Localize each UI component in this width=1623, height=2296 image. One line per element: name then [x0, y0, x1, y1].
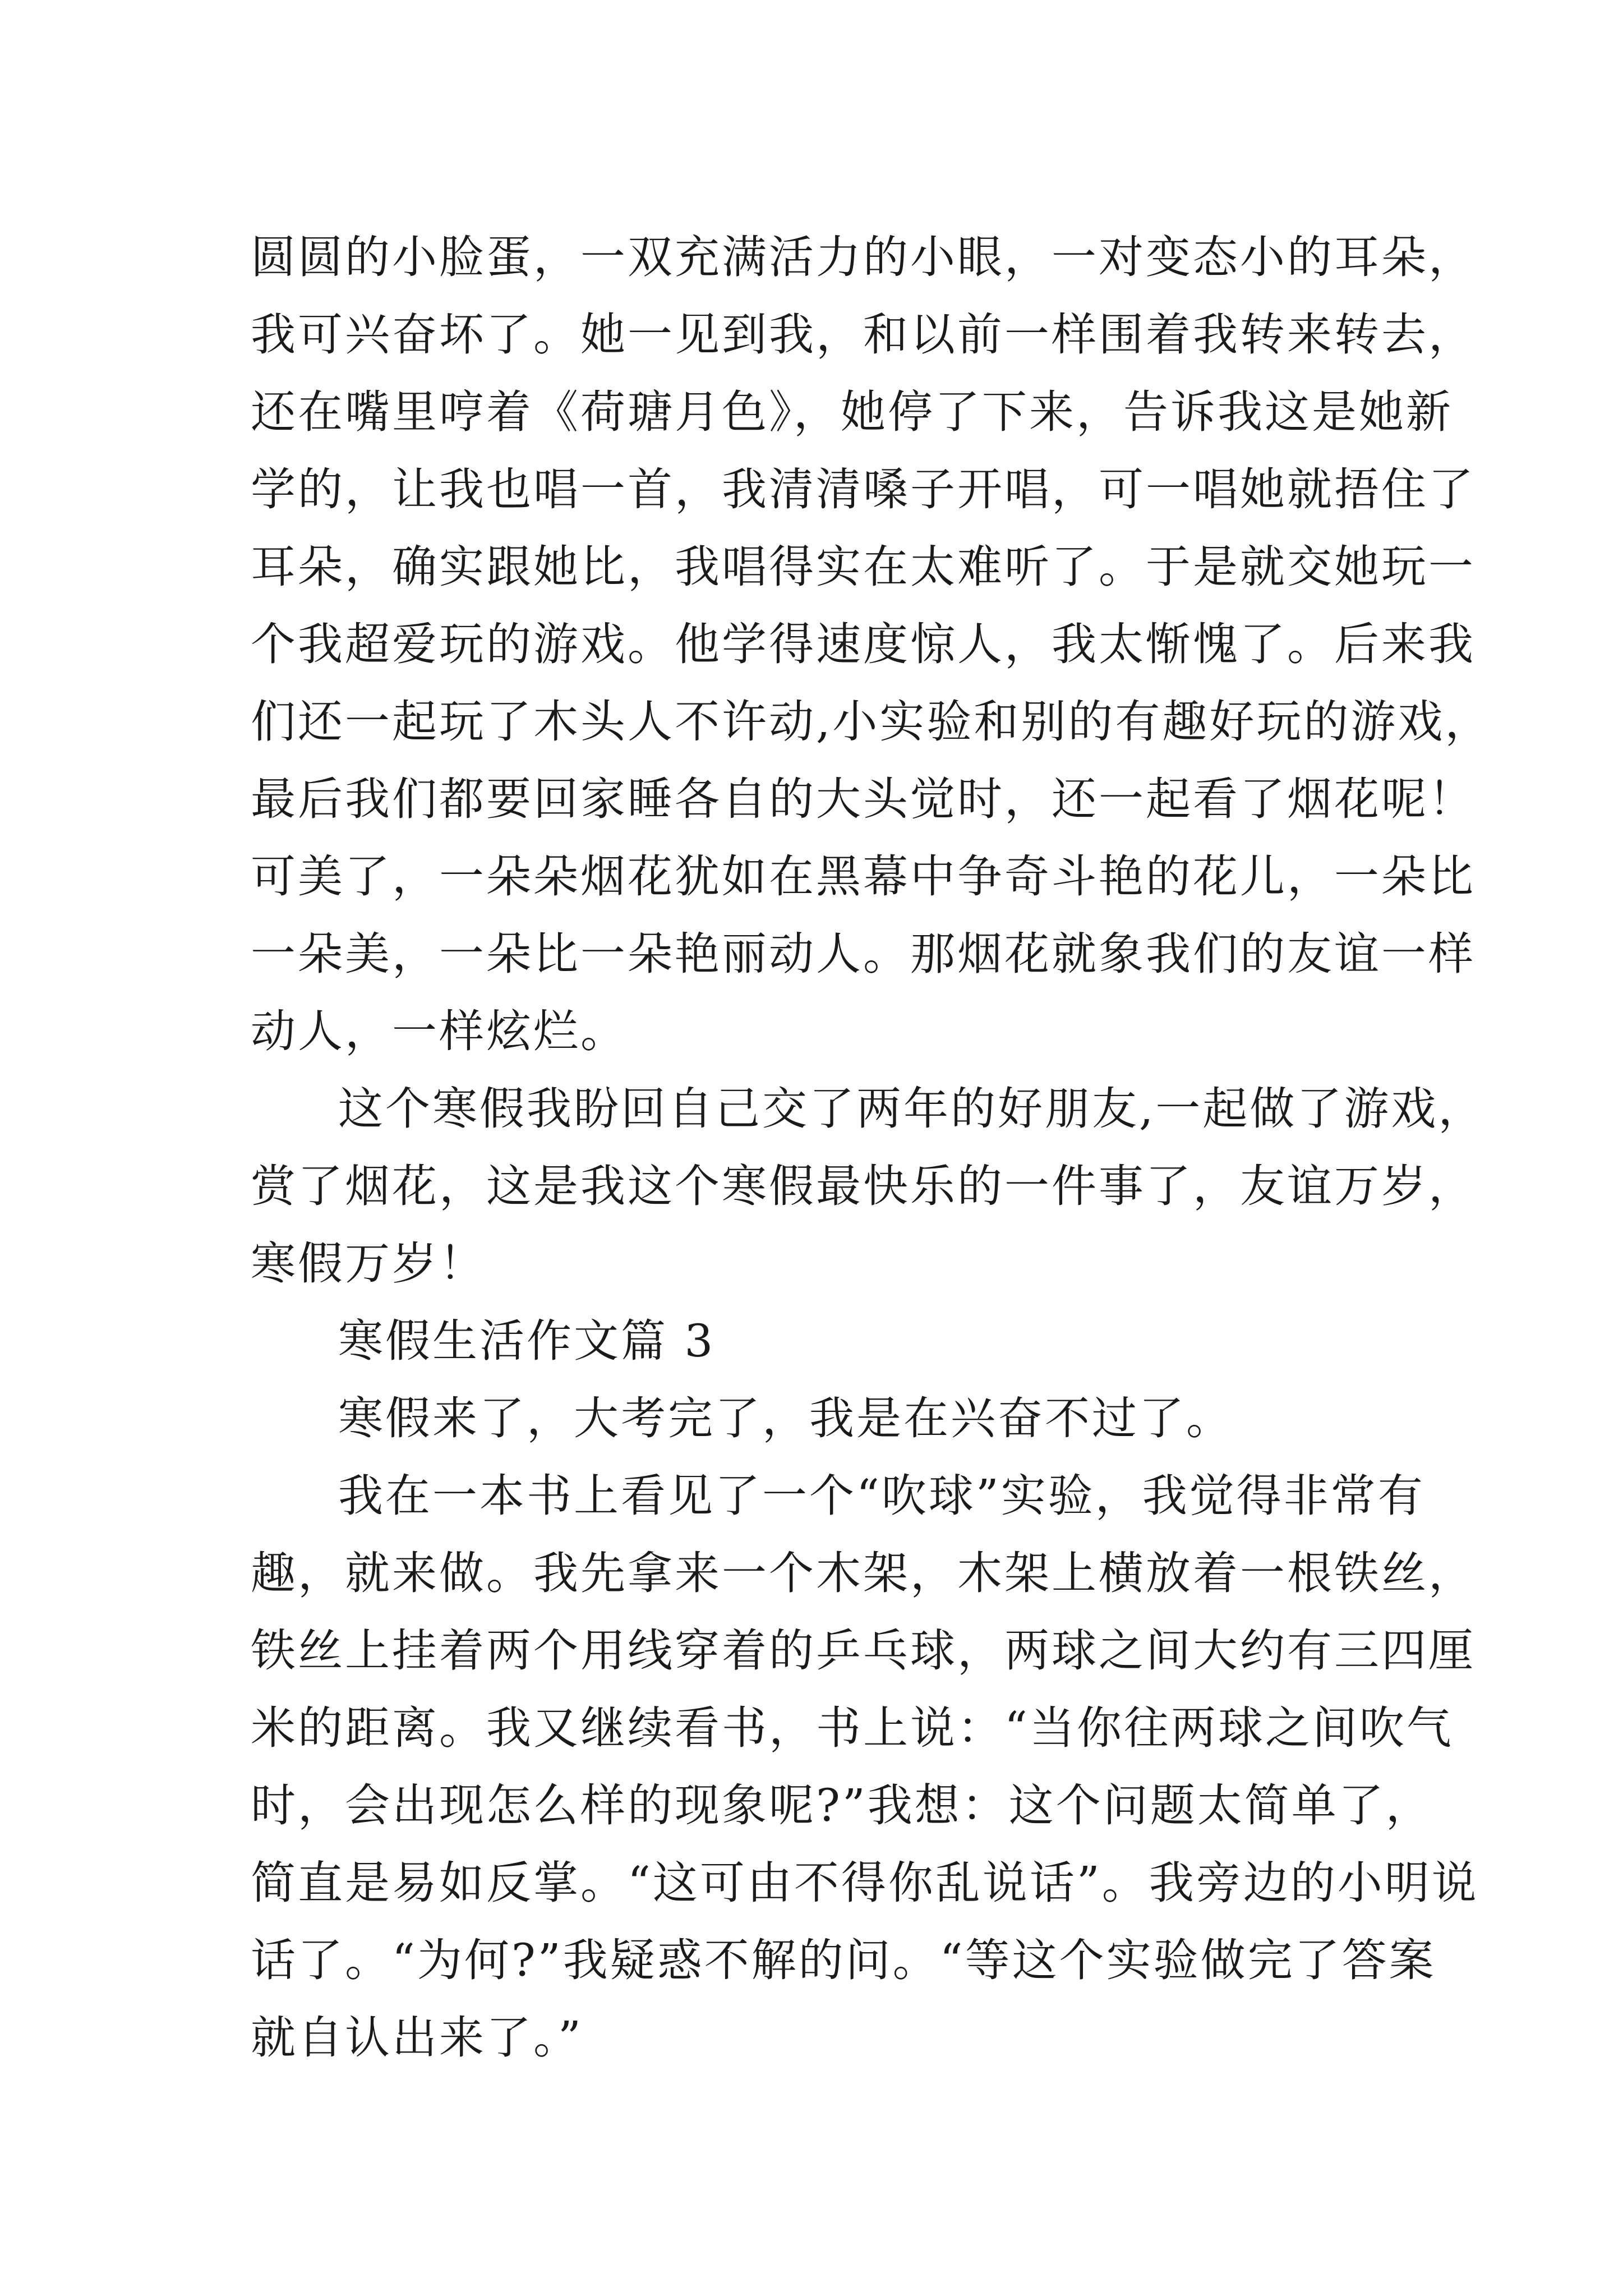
text-line: 们还一起玩了木头人不许动,小实验和别的有趣好玩的游戏，	[251, 696, 1492, 748]
paragraph-start: 寒假来了，大考完了，我是在兴奋不过了。	[338, 1392, 1233, 1444]
paragraph-start: 我在一本书上看见了一个“吹球”实验，我觉得非常有	[338, 1470, 1425, 1522]
text-line: 最后我们都要回家睡各自的大头觉时，还一起看了烟花呢！	[251, 773, 1476, 825]
text-line: 赏了烟花，这是我这个寒假最快乐的一件事了，友谊万岁，	[251, 1160, 1476, 1212]
text-line: 耳朵，确实跟她比，我唱得实在太难听了。于是就交她玩一	[251, 541, 1476, 593]
text-line: 就自认出来了。”	[251, 2012, 583, 2064]
text-line: 学的，让我也唱一首，我清清嗓子开唱，可一唱她就捂住了	[251, 463, 1476, 516]
text-line: 圆圆的小脸蛋，一双充满活力的小眼，一对变态小的耳朵，	[251, 231, 1476, 283]
text-line: 铁丝上挂着两个用线穿着的乒乓球，两球之间大约有三四厘	[251, 1625, 1476, 1677]
section-heading: 寒假生活作文篇 3	[338, 1315, 716, 1367]
text-line: 我可兴奋坏了。她一见到我，和以前一样围着我转来转去，	[251, 309, 1476, 361]
text-line: 个我超爱玩的游戏。他学得速度惊人，我太惭愧了。后来我	[251, 618, 1476, 670]
text-line: 简直是易如反掌。“这可由不得你乱说话”。我旁边的小明说	[251, 1857, 1479, 1909]
paragraph-start: 这个寒假我盼回自己交了两年的好朋友,一起做了游戏，	[338, 1083, 1486, 1135]
text-line: 动人，一样炫烂。	[251, 1005, 628, 1057]
text-line: 米的距离。我又继续看书，书上说：“当你往两球之间吹气	[251, 1702, 1454, 1754]
document-body	[251, 219, 1492, 2077]
text-line: 一朵美，一朵比一朵艳丽动人。那烟花就象我们的友谊一样	[251, 928, 1476, 980]
text-line: 可美了，一朵朵烟花犹如在黑幕中争奇斗艳的花儿，一朵比	[251, 850, 1476, 903]
text-line: 趣，就来做。我先拿来一个木架，木架上横放着一根铁丝，	[251, 1547, 1476, 1599]
text-line: 话了。“为何?”我疑惑不解的问。“等这个实验做完了答案	[251, 1934, 1436, 1986]
text-line: 还在嘴里哼着《荷瑭月色》，她停了下来，告诉我这是她新	[251, 386, 1453, 438]
text-line: 寒假万岁！	[251, 1237, 486, 1290]
text-line: 时，会出现怎么样的现象呢?”我想：这个问题太简单了，	[251, 1779, 1433, 1832]
